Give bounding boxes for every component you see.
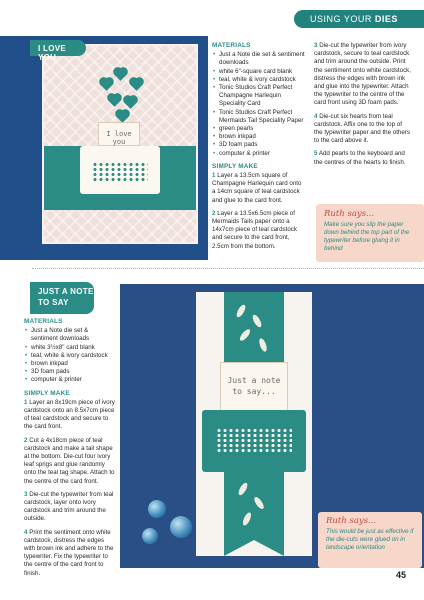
tip-text: This would be just as effective if the die-cuts were glued on in landscape orientation bbox=[326, 528, 414, 551]
page-number: 45 bbox=[395, 570, 406, 580]
tip-title: Ruth says... bbox=[326, 516, 377, 526]
list-item: • computer & printer bbox=[24, 376, 116, 384]
section-divider bbox=[32, 268, 424, 269]
materials-list bbox=[24, 327, 116, 384]
step bbox=[314, 150, 412, 166]
list-item: • teal, white & ivory cardstock bbox=[212, 76, 306, 84]
step bbox=[24, 491, 116, 524]
step bbox=[24, 529, 116, 578]
list-item: • Just a Note die set & sentiment downloads bbox=[24, 327, 116, 343]
tip-title: Ruth says... bbox=[324, 209, 375, 219]
step-number: 2 bbox=[212, 209, 216, 217]
heart-icon bbox=[116, 110, 129, 123]
list-item: • Just a Note die set & sentiment downloads bbox=[212, 51, 306, 67]
project1-tip-box bbox=[316, 204, 424, 262]
step bbox=[314, 42, 412, 108]
step-number: 3 bbox=[314, 42, 318, 49]
materials-heading: MATERIALS bbox=[24, 318, 63, 325]
step bbox=[212, 172, 306, 205]
page-header bbox=[0, 0, 424, 34]
project1-column-b bbox=[314, 42, 412, 172]
project2-tip-box bbox=[318, 512, 422, 568]
project2-badge bbox=[30, 282, 94, 314]
step-text: Layer a 13.5cm square of Champagne Harlequin card onto a 14cm square of teal cardstock and glue to the card front. bbox=[212, 172, 302, 204]
leaf-icon bbox=[241, 511, 252, 526]
typewriter-icon bbox=[80, 146, 160, 194]
step-text: Add pearls to the keyboard and the centres of the hearts to finish. bbox=[314, 150, 406, 166]
gem-decoration bbox=[170, 516, 192, 538]
step-number: 1 bbox=[212, 172, 216, 180]
simply-make-heading: SIMPLY MAKE bbox=[212, 162, 258, 170]
project2-column bbox=[24, 318, 116, 583]
step bbox=[212, 210, 306, 251]
step-text: Die-cut the typewriter from ivory cardstock, secure to teal cardstock and trim around the outside. Print the sentiment onto white cardstock, distress the edges with brown ink and glue into the typewriter. Attach the typewriter to the centre of the card front using 3D foam pads. bbox=[314, 42, 411, 107]
simply-make-heading: SIMPLY MAKE bbox=[24, 389, 70, 397]
list-item: • brown inkpad bbox=[24, 360, 116, 368]
sentiment-tag bbox=[220, 362, 288, 412]
gem-decoration bbox=[142, 528, 158, 544]
step-number: 5 bbox=[314, 150, 318, 158]
project1-badge: I LOVE YOU bbox=[30, 40, 86, 56]
badge-line: TO SAY bbox=[38, 298, 69, 307]
heart-icon bbox=[108, 94, 121, 107]
section-title-prefix: USING YOUR bbox=[310, 14, 375, 24]
step-number: 4 bbox=[314, 112, 318, 120]
typewriter-keys bbox=[92, 162, 148, 182]
love-card bbox=[42, 44, 198, 244]
project1-column-a bbox=[212, 42, 306, 256]
list-item: • Tonic Studios Craft Perfect Champagne Harlequin Speciality Card bbox=[212, 84, 306, 109]
heart-icon bbox=[124, 96, 137, 109]
list-item: • computer & printer bbox=[212, 150, 306, 158]
leaf-icon bbox=[253, 496, 266, 511]
typewriter-keys bbox=[216, 428, 292, 454]
step-text: Layer an 8x19cm piece of ivory cardstock onto an 8.5x7cm piece of teal cardstock and secure to the card front. bbox=[24, 398, 115, 431]
badge-line: JUST A NOTE bbox=[38, 287, 94, 296]
project1-photo bbox=[0, 36, 208, 260]
list-item: • teal, white & ivory cardstock bbox=[24, 352, 116, 360]
heart-icon bbox=[114, 68, 127, 81]
materials-heading: MATERIALS bbox=[212, 42, 251, 49]
note-card bbox=[196, 292, 312, 556]
step-text: Cut a 4x18cm piece of teal cardstock and make a tail shape at the bottom. Die-cut four ivory leaf sprigs and glue randomly onto the teal tag shape. Attach to the centre of the card front. bbox=[24, 436, 115, 485]
heart-icon bbox=[130, 78, 143, 91]
list-item: • green pearls bbox=[212, 125, 306, 133]
step bbox=[314, 113, 412, 146]
step-text: Die-cut the typewriter from teal cardstock, layer onto ivory cardstock and trim around the outside. bbox=[24, 490, 114, 523]
step-text: Die-cut six hearts from teal cardstock. Affix one to the top of the typewriter paper and the others to the card above it. bbox=[314, 112, 410, 145]
heart-icon bbox=[100, 78, 113, 91]
step bbox=[24, 437, 116, 486]
leaf-icon bbox=[258, 337, 268, 352]
section-title bbox=[294, 10, 424, 28]
list-item: • white 6"-square card blank bbox=[212, 68, 306, 76]
leaf-icon bbox=[251, 313, 263, 328]
leaf-icon bbox=[238, 328, 252, 343]
sentiment-line: Just a note bbox=[227, 376, 281, 385]
sentiment-line: to say... bbox=[232, 387, 276, 396]
card-strip-tail bbox=[224, 540, 284, 556]
step-text: Layer a 13.5x6.5cm piece of Mermaids Tails paper onto a 14x7cm piece of teal cardstock and secure to the card front, 2.5cm from the bottom. bbox=[212, 209, 297, 250]
tip-text: Make sure you slip the paper down behind the top part of the typewriter before gluing it in behind bbox=[324, 221, 410, 252]
gem-decoration bbox=[148, 500, 166, 518]
list-item: • brown inkpad bbox=[212, 133, 306, 141]
leaf-icon bbox=[235, 303, 247, 318]
typewriter-icon bbox=[202, 410, 306, 472]
step-number: 3 bbox=[24, 490, 28, 498]
sentiment-tag: I love you bbox=[98, 122, 140, 146]
list-item: • 3D foam pads bbox=[212, 141, 306, 149]
section-title-bold: DIES bbox=[374, 14, 398, 24]
leaf-icon bbox=[237, 481, 249, 496]
list-item: • white 3½x8" card blank bbox=[24, 344, 116, 352]
list-item: • 3D foam pads bbox=[24, 368, 116, 376]
step-number: 2 bbox=[24, 436, 28, 444]
step-text: Print the sentiment onto white cardstock, distress the edges with brown ink and adhere to the typewriter. Fix the typewriter to the centre of the card front to finish. bbox=[24, 528, 114, 577]
list-item: • Tonic Studios Craft Perfect Mermaids Tail Speciality Paper bbox=[212, 109, 306, 125]
step-number: 1 bbox=[24, 398, 28, 406]
materials-list bbox=[212, 51, 306, 158]
step-number: 4 bbox=[24, 528, 28, 536]
step bbox=[24, 399, 116, 432]
